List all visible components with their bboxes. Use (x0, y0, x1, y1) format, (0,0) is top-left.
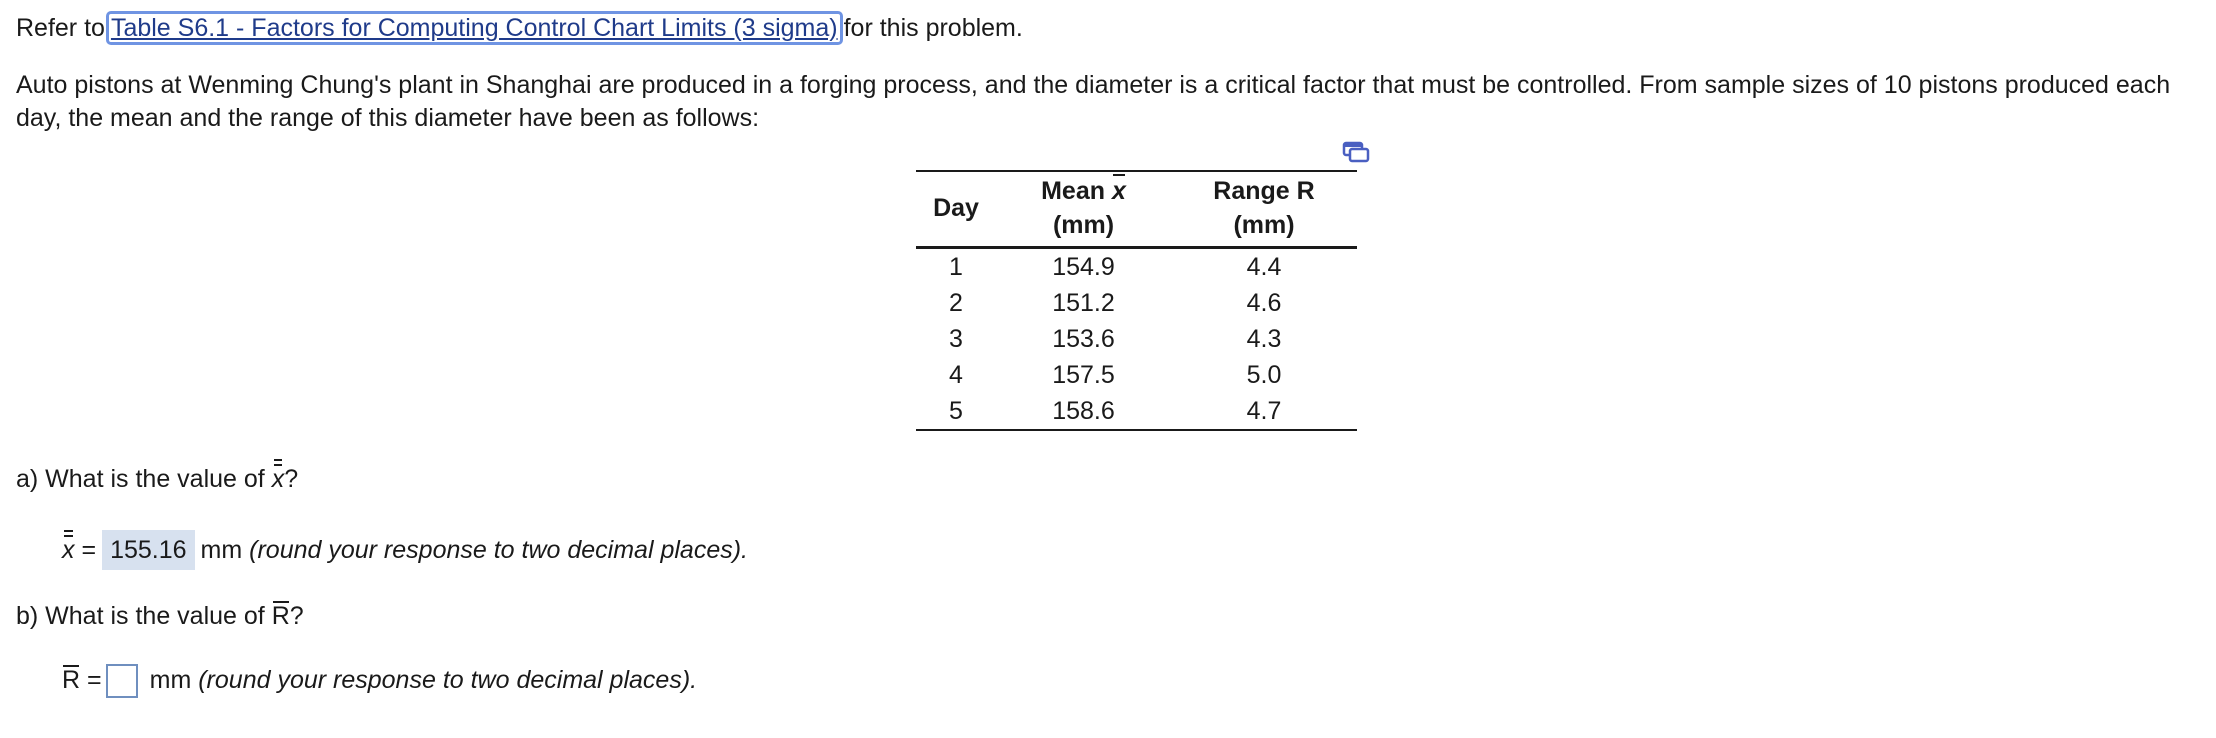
header-mean-symbol: x (1112, 174, 1126, 208)
question-b-text: b) What is the value of (16, 602, 265, 630)
problem-text: Auto pistons at Wenming Chung's plant in Shanghai are produced in a forging process, and the diameter is a critical factor that must be controlled. From sample sizes of 10 pistons produced each day, the mean and the range of this diameter have been as follows: (16, 71, 2171, 132)
rounding-note: (round your response to two decimal places). (198, 666, 698, 694)
cell-range: 4.3 (1246, 325, 1282, 353)
unit-mm: mm (200, 536, 243, 564)
unit-mm: mm (149, 666, 192, 694)
header-range-unit: (mm) (1233, 211, 1295, 239)
intro-line (16, 11, 1023, 45)
question-a-suffix: ? (284, 465, 299, 493)
cell-range: 5.0 (1246, 361, 1282, 389)
question-a (16, 463, 298, 495)
equals-sign: = (87, 666, 102, 694)
x-double-bar-symbol: x (62, 536, 75, 564)
intro-prefix: Refer to (16, 14, 105, 42)
cell-range: 4.4 (1246, 253, 1282, 281)
cell-mean: 154.9 (1052, 253, 1115, 281)
equals-sign: = (81, 536, 97, 564)
cell-day: 4 (949, 361, 963, 389)
header-day: Day (933, 194, 979, 222)
answer-a-row (62, 530, 748, 570)
header-range (1171, 171, 1357, 248)
x-double-bar-symbol: x (271, 465, 285, 493)
answer-b-row (62, 664, 697, 698)
table-row (916, 285, 1357, 321)
r-bar-symbol: R (62, 666, 81, 694)
table-row (916, 357, 1357, 393)
cell-mean: 158.6 (1052, 397, 1115, 425)
question-b-suffix: ? (289, 602, 304, 630)
header-mean (996, 171, 1171, 248)
question-b (16, 600, 304, 632)
header-range-label: Range R (1213, 177, 1315, 205)
answer-b-input[interactable] (106, 664, 138, 698)
table-row (916, 393, 1357, 430)
table-row (916, 248, 1357, 286)
cell-mean: 151.2 (1052, 289, 1115, 317)
cell-day: 3 (949, 325, 963, 353)
intro-suffix: for this problem. (843, 14, 1023, 42)
table-header-row (916, 171, 1357, 248)
table-row (916, 321, 1357, 357)
question-a-text: a) What is the value of (16, 465, 265, 493)
answer-a-field[interactable]: 155.16 (102, 530, 194, 570)
rounding-note: (round your response to two decimal places). (249, 536, 748, 564)
header-mean-unit: (mm) (1052, 211, 1115, 239)
cell-range: 4.6 (1246, 289, 1282, 317)
cell-mean: 157.5 (1052, 361, 1115, 389)
table-link-focus[interactable] (106, 11, 843, 45)
diameter-data-table (916, 170, 1357, 431)
cell-day: 2 (949, 289, 963, 317)
table-s6-1-link[interactable]: Table S6.1 - Factors for Computing Control Chart Limits (3 sigma) (110, 14, 838, 42)
cell-day: 1 (949, 253, 963, 281)
cell-range: 4.7 (1246, 397, 1282, 425)
cell-day: 5 (949, 397, 963, 425)
cell-mean: 153.6 (1052, 325, 1115, 353)
header-mean-label: Mean (1041, 177, 1106, 205)
popout-icon[interactable] (1342, 140, 1370, 164)
r-bar-symbol: R (271, 602, 290, 630)
